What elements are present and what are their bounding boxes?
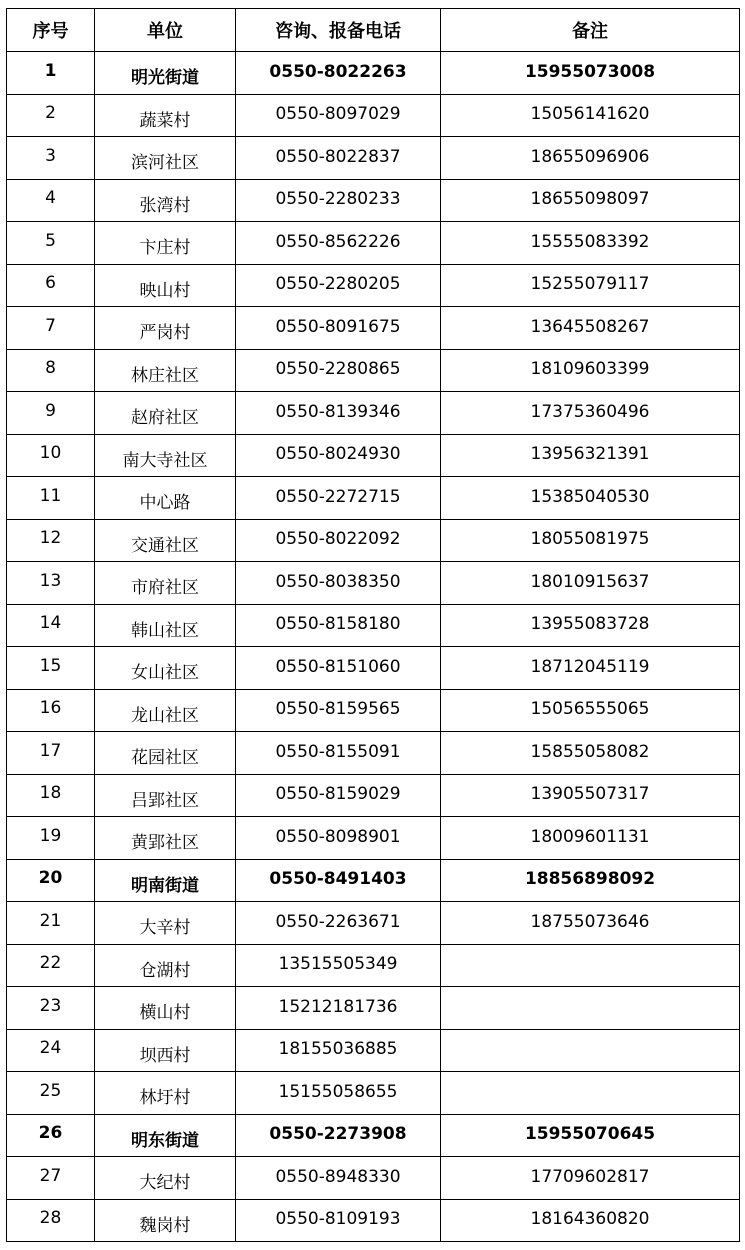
row-note-cell: 18755073646	[441, 902, 740, 945]
row-phone-cell: 0550-8091675	[236, 307, 441, 350]
row-phone-cell: 0550-2272715	[236, 477, 441, 520]
row-note-cell: 15385040530	[441, 477, 740, 520]
row-unit-cell: 张湾村	[95, 179, 236, 222]
row-note-cell: 18109603399	[441, 349, 740, 392]
table-row	[7, 987, 740, 1030]
row-phone-cell: 0550-8038350	[236, 562, 441, 605]
row-index-cell: 10	[7, 434, 95, 477]
row-phone-cell: 0550-2263671	[236, 902, 441, 945]
row-phone-cell: 0550-8022837	[236, 137, 441, 180]
row-unit-cell: 中心路	[95, 477, 236, 520]
row-note-cell: 13956321391	[441, 434, 740, 477]
row-unit-cell: 魏岗村	[95, 1199, 236, 1242]
table-header-row	[7, 9, 740, 52]
row-phone-cell: 0550-8109193	[236, 1199, 441, 1242]
table-row	[7, 859, 740, 902]
row-phone-cell: 0550-2280233	[236, 179, 441, 222]
row-note-cell: 13905507317	[441, 774, 740, 817]
row-note-cell	[441, 987, 740, 1030]
row-note-cell: 15056555065	[441, 689, 740, 732]
row-unit-cell: 滨河社区	[95, 137, 236, 180]
row-note-cell: 15555083392	[441, 222, 740, 265]
row-index-cell: 16	[7, 689, 95, 732]
row-unit-cell: 交通社区	[95, 519, 236, 562]
row-phone-cell: 0550-8159029	[236, 774, 441, 817]
table-row	[7, 519, 740, 562]
row-index-cell: 3	[7, 137, 95, 180]
row-phone-cell: 0550-8155091	[236, 732, 441, 775]
row-note-cell: 18009601131	[441, 817, 740, 860]
table-row	[7, 264, 740, 307]
table-row	[7, 1157, 740, 1200]
table-row	[7, 1029, 740, 1072]
row-note-cell: 15955070645	[441, 1114, 740, 1157]
row-unit-cell: 大辛村	[95, 902, 236, 945]
row-index-cell: 22	[7, 944, 95, 987]
row-index-cell: 6	[7, 264, 95, 307]
row-phone-cell: 0550-8022092	[236, 519, 441, 562]
row-note-cell: 18010915637	[441, 562, 740, 605]
table-row	[7, 52, 740, 95]
row-phone-cell: 15155058655	[236, 1072, 441, 1115]
row-index-cell: 2	[7, 94, 95, 137]
row-note-cell: 13955083728	[441, 604, 740, 647]
row-phone-cell: 0550-8562226	[236, 222, 441, 265]
table-row	[7, 562, 740, 605]
header-note: 备注	[441, 9, 740, 52]
row-phone-cell: 0550-2280205	[236, 264, 441, 307]
row-unit-cell: 卞庄村	[95, 222, 236, 265]
row-phone-cell: 18155036885	[236, 1029, 441, 1072]
table-row	[7, 647, 740, 690]
row-unit-cell: 林庄社区	[95, 349, 236, 392]
row-note-cell: 15056141620	[441, 94, 740, 137]
table-row	[7, 1199, 740, 1242]
row-phone-cell: 13515505349	[236, 944, 441, 987]
row-unit-cell: 花园社区	[95, 732, 236, 775]
table-row	[7, 477, 740, 520]
row-note-cell	[441, 1072, 740, 1115]
row-unit-cell: 仓湖村	[95, 944, 236, 987]
row-note-cell	[441, 944, 740, 987]
contact-table	[6, 8, 740, 1242]
row-index-cell: 4	[7, 179, 95, 222]
row-index-cell: 28	[7, 1199, 95, 1242]
row-unit-cell: 明东街道	[95, 1114, 236, 1157]
row-index-cell: 19	[7, 817, 95, 860]
row-index-cell: 8	[7, 349, 95, 392]
table-row	[7, 732, 740, 775]
row-unit-cell: 吕郢社区	[95, 774, 236, 817]
row-phone-cell: 0550-2280865	[236, 349, 441, 392]
row-index-cell: 20	[7, 859, 95, 902]
table-body	[7, 52, 740, 1242]
row-unit-cell: 赵府社区	[95, 392, 236, 435]
row-note-cell: 15255079117	[441, 264, 740, 307]
table-row	[7, 1072, 740, 1115]
row-phone-cell: 0550-8491403	[236, 859, 441, 902]
row-phone-cell: 0550-8024930	[236, 434, 441, 477]
row-unit-cell: 明南街道	[95, 859, 236, 902]
header-index: 序号	[7, 9, 95, 52]
row-unit-cell: 黄郢社区	[95, 817, 236, 860]
table-row	[7, 137, 740, 180]
row-unit-cell: 映山村	[95, 264, 236, 307]
row-note-cell: 18655098097	[441, 179, 740, 222]
row-unit-cell: 蔬菜村	[95, 94, 236, 137]
table-row	[7, 1114, 740, 1157]
table-row	[7, 222, 740, 265]
row-phone-cell: 0550-8158180	[236, 604, 441, 647]
row-index-cell: 11	[7, 477, 95, 520]
row-index-cell: 17	[7, 732, 95, 775]
row-phone-cell: 0550-8159565	[236, 689, 441, 732]
table-row	[7, 902, 740, 945]
row-index-cell: 21	[7, 902, 95, 945]
table-row	[7, 392, 740, 435]
row-note-cell: 18055081975	[441, 519, 740, 562]
row-unit-cell: 严岗村	[95, 307, 236, 350]
row-phone-cell: 0550-8098901	[236, 817, 441, 860]
row-unit-cell: 大纪村	[95, 1157, 236, 1200]
table-row	[7, 944, 740, 987]
header-phone: 咨询、报备电话	[236, 9, 441, 52]
table-row	[7, 94, 740, 137]
row-phone-cell: 0550-8948330	[236, 1157, 441, 1200]
row-index-cell: 18	[7, 774, 95, 817]
row-phone-cell: 0550-8097029	[236, 94, 441, 137]
row-index-cell: 24	[7, 1029, 95, 1072]
row-note-cell: 18856898092	[441, 859, 740, 902]
row-unit-cell: 女山社区	[95, 647, 236, 690]
row-index-cell: 5	[7, 222, 95, 265]
row-index-cell: 15	[7, 647, 95, 690]
table-row	[7, 774, 740, 817]
row-note-cell: 18164360820	[441, 1199, 740, 1242]
row-phone-cell: 0550-8022263	[236, 52, 441, 95]
row-unit-cell: 横山村	[95, 987, 236, 1030]
row-phone-cell: 0550-2273908	[236, 1114, 441, 1157]
table-row	[7, 689, 740, 732]
row-note-cell: 18712045119	[441, 647, 740, 690]
row-phone-cell: 0550-8151060	[236, 647, 441, 690]
table-row	[7, 307, 740, 350]
table-row	[7, 817, 740, 860]
table-row	[7, 349, 740, 392]
row-index-cell: 1	[7, 52, 95, 95]
table-row	[7, 604, 740, 647]
row-unit-cell: 林圩村	[95, 1072, 236, 1115]
row-unit-cell: 市府社区	[95, 562, 236, 605]
row-unit-cell: 韩山社区	[95, 604, 236, 647]
row-note-cell: 17709602817	[441, 1157, 740, 1200]
row-note-cell: 18655096906	[441, 137, 740, 180]
row-index-cell: 7	[7, 307, 95, 350]
table-row	[7, 434, 740, 477]
row-phone-cell: 0550-8139346	[236, 392, 441, 435]
row-note-cell: 17375360496	[441, 392, 740, 435]
row-note-cell: 15855058082	[441, 732, 740, 775]
row-unit-cell: 龙山社区	[95, 689, 236, 732]
row-phone-cell: 15212181736	[236, 987, 441, 1030]
table-row	[7, 179, 740, 222]
row-index-cell: 14	[7, 604, 95, 647]
row-note-cell: 13645508267	[441, 307, 740, 350]
row-index-cell: 25	[7, 1072, 95, 1115]
row-note-cell	[441, 1029, 740, 1072]
header-unit: 单位	[95, 9, 236, 52]
row-note-cell: 15955073008	[441, 52, 740, 95]
row-index-cell: 13	[7, 562, 95, 605]
row-index-cell: 27	[7, 1157, 95, 1200]
row-index-cell: 23	[7, 987, 95, 1030]
contact-table-wrapper	[6, 8, 740, 1242]
row-unit-cell: 明光街道	[95, 52, 236, 95]
row-unit-cell: 南大寺社区	[95, 434, 236, 477]
row-index-cell: 12	[7, 519, 95, 562]
row-unit-cell: 坝西村	[95, 1029, 236, 1072]
row-index-cell: 26	[7, 1114, 95, 1157]
row-index-cell: 9	[7, 392, 95, 435]
